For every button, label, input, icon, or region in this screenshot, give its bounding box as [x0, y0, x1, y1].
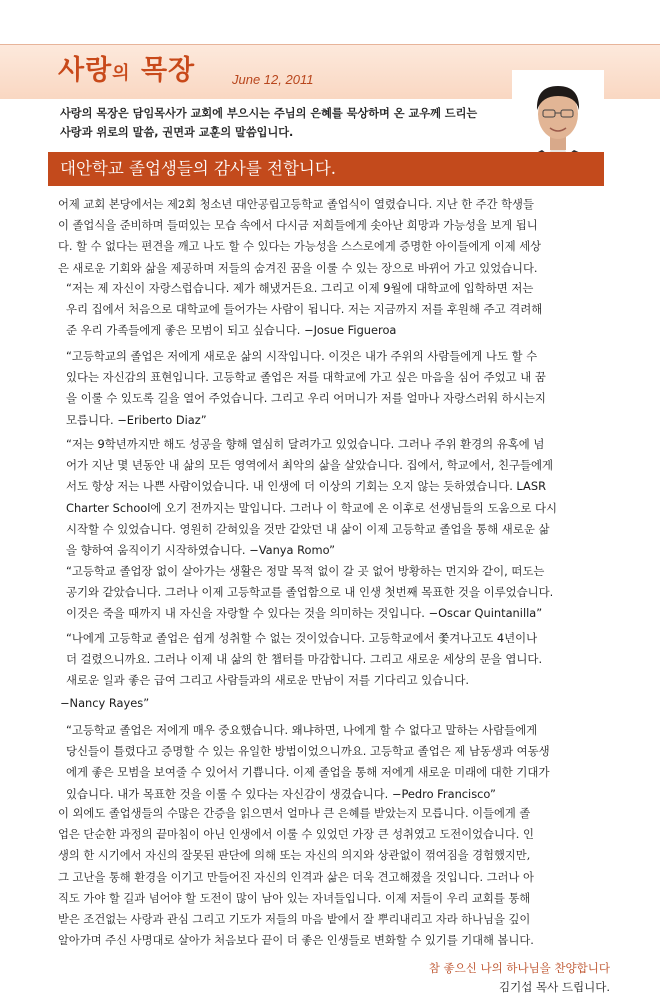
- testimony-quote: [66, 346, 546, 431]
- issue-date: June 12, 2011: [232, 72, 314, 87]
- quote-line: 당신들이 틀렸다고 증명할 수 있는 유일한 방법이었으니까요. 고등학교 졸업은 제 남동생과 여동생: [66, 744, 550, 759]
- quote-line: 에게 좋은 모범을 보여줄 수 있어서 기쁩니다. 이제 졸업을 통해 저에게 새로운 미래에 대한 기대가: [66, 765, 550, 780]
- testimony-quote: [66, 278, 542, 342]
- title-part2: 목장: [140, 55, 196, 86]
- quote-attribution: [60, 693, 149, 714]
- paragraph-line: 이 외에도 졸업생들의 수많은 간증을 읽으면서 얼마나 큰 은혜를 받았는지 모릅니다. 이들에게 졸: [58, 807, 531, 820]
- quote-line: 모릅니다. −Eriberto Diaz”: [66, 412, 207, 427]
- quote-line: 을 향하여 움직이기 시작하였습니다. −Vanya Romo”: [66, 543, 336, 558]
- paragraph-line: 알아가며 주신 사명대로 살아가 처음보다 끝이 더 좋은 인생들로 변화할 수 있기를 기대해 봅니다.: [58, 934, 534, 948]
- quote-line: “저는 9학년까지만 해도 성공을 향해 열심히 달려가고 있었습니다. 그러나 주위 환경의 유혹에 넘: [66, 437, 545, 451]
- quote-line: “저는 제 자신이 자랑스럽습니다. 제가 해냈거든요. 그리고 이제 9월에 대학교에 입학하면 저는: [66, 281, 534, 295]
- testimony-quote: [66, 628, 542, 692]
- quote-line: 을 이룰 수 있도록 길을 열어 주었습니다. 그리고 우리 어머니가 저를 얼마나 자랑스러워 하시는지: [66, 391, 546, 406]
- paragraph-line: 그 고난을 통해 환경을 이기고 만들어진 자신의 인격과 삶은 더욱 견고해졌을 것입니다. 그러나 아: [58, 870, 534, 884]
- paragraph-line: 업은 단순한 과정의 끝마침이 아닌 인생에서 이룰 수 있었던 가장 큰 성취였고 도전이었습니다. 인: [58, 828, 534, 842]
- quote-line: 서도 항상 저는 나쁜 사람이었습니다. 내 인생에 더 이상의 기회는 오지 않는 듯하였습니다. LASR: [66, 479, 546, 494]
- testimony-quote: [66, 720, 550, 805]
- title-particle: 의: [112, 63, 131, 84]
- intro-line: 사랑의 목장은 담임목사가 교회에 부으시는 주님의 은혜를 묵상하며 온 교우께 드리는: [60, 107, 478, 120]
- quote-line: 시작할 수 있었습니다. 영원히 갇혀있을 것만 같았던 내 삶이 이제 고등학교 졸업을 통해 새로운 삶: [66, 521, 550, 536]
- testimony-quote: [66, 434, 557, 561]
- paragraph-line: 다. 할 수 없다는 편견을 깨고 나도 할 수 있다는 가능성을 스스로에게 증명한 아이들에게 이제 세상: [58, 240, 542, 254]
- opening-paragraph: [58, 194, 541, 279]
- quote-line: 우리 집에서 처음으로 대학교에 들어가는 사람이 됩니다. 저는 지금까지 저를 후원해 주고 격려해: [66, 302, 543, 317]
- paragraph-line: 받은 조건없는 사랑과 관심 그리고 기도가 저들의 마음 밭에서 잘 뿌리내리고 자라 하나님을 깊이: [58, 913, 531, 927]
- quote-line: 준 우리 가족들에게 좋은 모범이 되고 싶습니다. −Josue Figueroa: [66, 323, 397, 338]
- quote-line: “고등학교 졸업은 저에게 매우 중요했습니다. 왜냐하면, 나에게 할 수 없다고 말하는 사람들에게: [66, 723, 538, 737]
- intro-text: [60, 104, 500, 142]
- quote-line: 어가 지난 몇 년동안 내 삶의 모든 영역에서 최악의 삶을 살았습니다. 집에서, 학교에서, 친구들에게: [66, 458, 554, 473]
- quote-line: 있습니다. 내가 목표한 것을 이룰 수 있다는 자신감이 생겼습니다. −Pedro Francisco”: [66, 786, 496, 801]
- quote-line: 새로운 일과 좋은 급여 그리고 사람들과의 새로운 만남이 저를 기다리고 있습니다.: [66, 673, 469, 688]
- closing-praise: 참 좋으신 나의 하나님을 찬양합니다: [428, 961, 610, 975]
- paragraph-line: 어제 교회 본당에서는 제2회 청소년 대안공립고등학교 졸업식이 열렸습니다. 지난 한 주간 학생들: [58, 198, 534, 211]
- quote-line: 있다는 자신감의 표현입니다. 고등학교 졸업은 저를 대학교에 가고 싶은 마음을 심어 주었고 내 꿈: [66, 370, 546, 385]
- page-title: [58, 54, 195, 91]
- signature: 김기섭 목사 드립니다.: [499, 980, 610, 994]
- title-part1: 사랑: [58, 55, 113, 86]
- paragraph-line: 은 새로운 기회와 삶을 제공하며 저들의 숨겨진 꿈을 이룰 수 있는 장으로 바뀌어 가고 있었습니다.: [58, 261, 538, 275]
- quote-line: Charter School에 오기 전까지는 말입니다. 그러나 이 학교에 온 이후로 선생님들의 도움으로 다시: [66, 500, 557, 515]
- closing-paragraph: [58, 803, 534, 951]
- headline-text: 대안학교 졸업생들의 감사를 전합니다.: [60, 159, 337, 178]
- testimony-quote: [66, 561, 553, 625]
- header-divider: [0, 44, 660, 45]
- quote-line: 이것은 죽을 때까지 내 자신을 자랑할 수 있다는 것을 의미하는 것입니다. −Oscar Quintanilla”: [66, 606, 543, 621]
- quote-line: “고등학교의 졸업은 저에게 새로운 삶의 시작입니다. 이것은 내가 주위의 사람들에게 나도 할 수: [66, 349, 538, 363]
- intro-line: 사랑과 위로의 말씀, 권면과 교훈의 말씀입니다.: [60, 126, 294, 139]
- quote-line: −Nancy Rayes”: [60, 696, 150, 710]
- quote-line: “고등학교 졸업장 없이 살아가는 생활은 정말 목적 없이 갈 곳 없어 방황하는 먼지와 같이, 떠도는: [66, 564, 545, 578]
- paragraph-line: 생의 한 시기에서 자신의 잘못된 판단에 의해 또는 자신의 의지와 상관없이 꺾여짐을 경험했지만,: [58, 849, 531, 863]
- paragraph-line: 직도 가야 할 길과 넘어야 할 도전이 많이 남아 있는 자녀들입니다. 이제 저들이 우리 교회를 통해: [58, 891, 531, 905]
- quote-line: “나에게 고등학교 졸업은 쉽게 성취할 수 없는 것이었습니다. 고등학교에서 쫓겨나고도 4년이나: [66, 631, 538, 645]
- paragraph-line: 이 졸업식을 준비하며 들떠있는 모습 속에서 다시금 저희들에게 솟아난 희망과 가능성을 보게 됩니: [58, 219, 538, 233]
- quote-line: 공기와 같았습니다. 그러나 이제 고등학교를 졸업함으로 내 인생 첫번째 목표한 것을 이루었습니다.: [66, 585, 554, 600]
- quote-line: 더 걸렸으니까요. 그러나 이제 내 삶의 한 챕터를 마감합니다. 그리고 새로운 세상의 문을 엽니다.: [66, 652, 543, 667]
